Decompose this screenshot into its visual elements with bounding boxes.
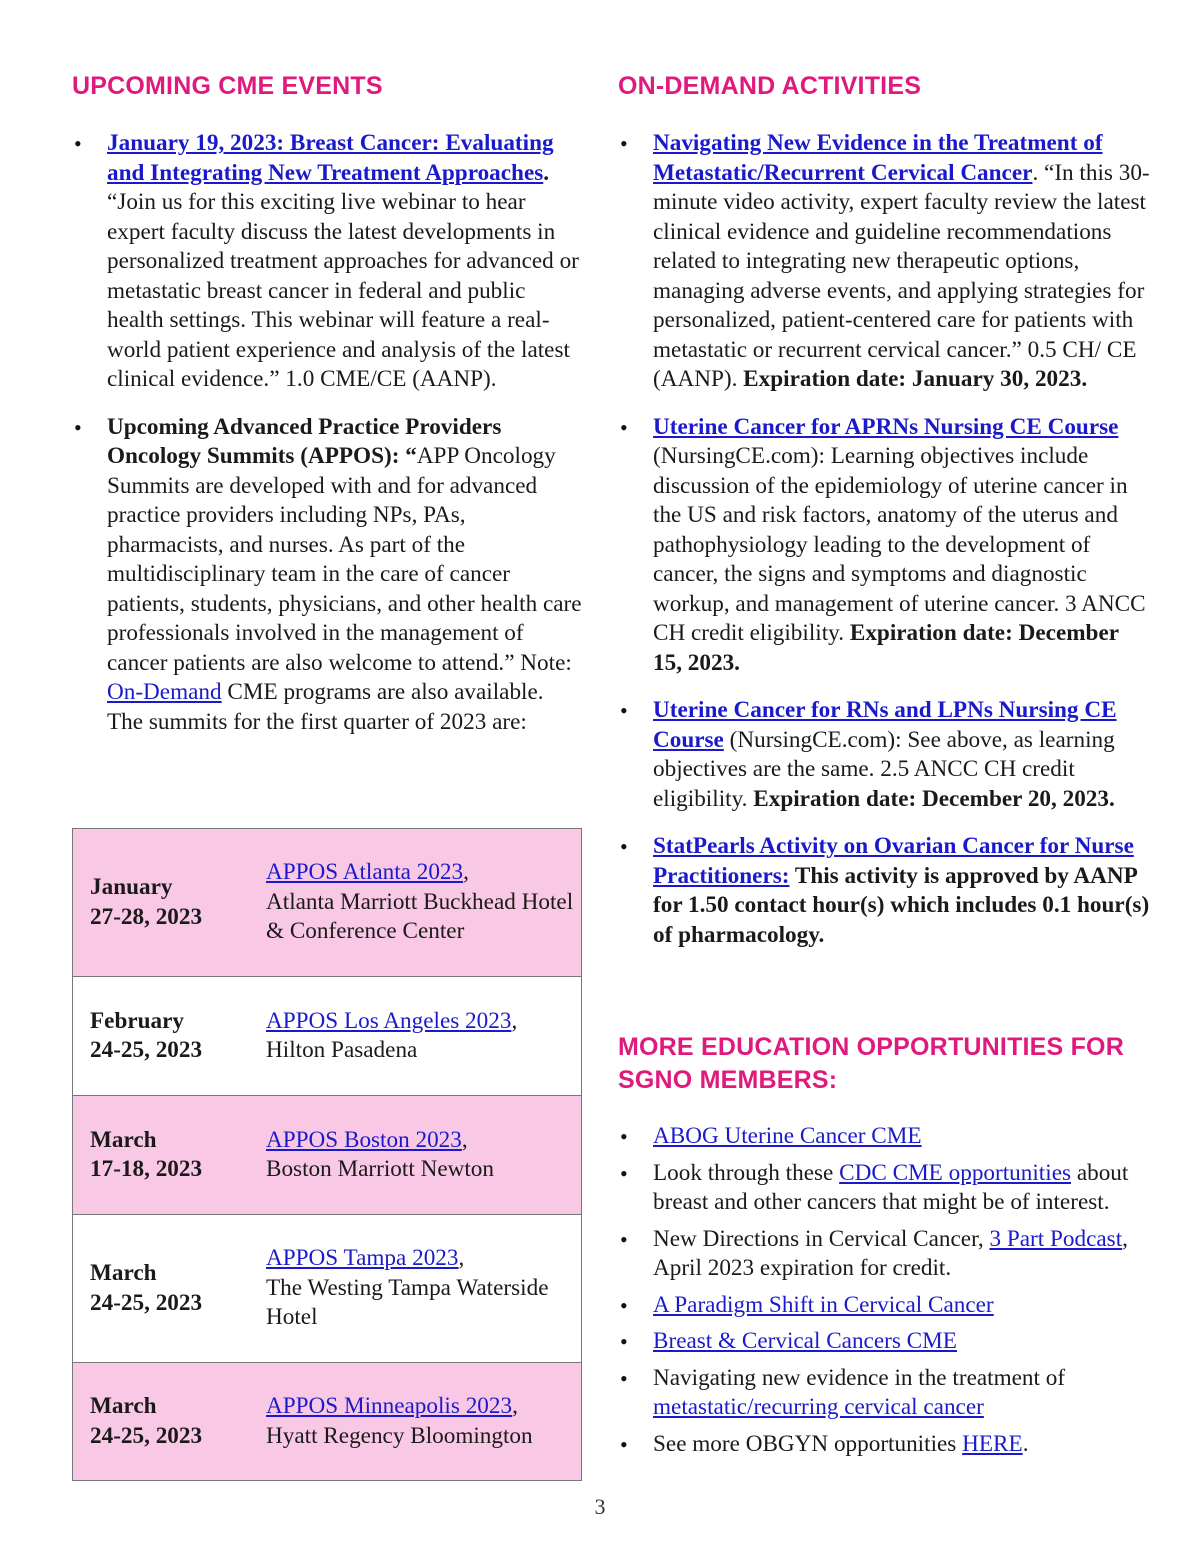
list-item-abog (618, 1122, 1150, 1152)
venue-name: Boston Marriott Newton (266, 1156, 494, 1182)
days: 17-18, 2023 (90, 1156, 203, 1182)
venue-name: Atlanta Marriott Buckhead Hotel & Conference Center (266, 888, 574, 945)
days: 24-25, 2023 (90, 1422, 203, 1449)
text: See more OBGYN opportunities (653, 1430, 963, 1457)
list-item-uterine-rn-lpn (618, 696, 1150, 814)
activity-description: . “In this 30-minute video activity, expert faculty review the latest clinical evidence and guideline recommendations related to integrating new therapeutic options, managing adverse events, and applying strategies for personalized, patient-centered care for patients with metastatic or recurrent cervical cancer.” 0.5 CH/ CE (AANP). (653, 159, 1150, 392)
on-demand-list (618, 129, 1150, 950)
list-item-uterine-aprn (618, 413, 1150, 679)
period: . (543, 159, 550, 186)
more-education-heading: MORE EDUCATION OPPORTUNITIES FOR SGNO MEMBERS: (618, 1033, 1124, 1094)
paradigm-shift-link[interactable]: A Paradigm Shift in Cervical Cancer (653, 1291, 994, 1318)
venue-name: Hyatt Regency Bloomington (266, 1422, 533, 1449)
cdc-cme-link[interactable]: CDC CME opportunities (839, 1159, 1072, 1186)
obgyn-here-link[interactable]: HERE (962, 1430, 1023, 1457)
text: Navigating new evidence in the treatment of (653, 1364, 1066, 1391)
expiration-date: Expiration date: December 20, 2023. (753, 785, 1115, 812)
uterine-aprn-course-link[interactable]: Uterine Cancer for APRNs Nursing CE Course (653, 413, 1119, 440)
table-row (73, 1096, 581, 1215)
appos-minneapolis-link[interactable]: APPOS Minneapolis 2023 (266, 1393, 513, 1419)
breast-cervical-cme-link[interactable]: Breast & Cervical Cancers CME (653, 1328, 957, 1354)
statpearls-ovarian-link[interactable]: StatPearls Activity on Ovarian Cancer for Nurse Practitioners: (653, 833, 1134, 889)
appos-tampa-link[interactable]: APPOS Tampa 2023 (266, 1245, 459, 1272)
days: 27-28, 2023 (90, 903, 203, 930)
appos-title: Upcoming Advanced Practice Providers Oncology Summits (APPOS): “ (107, 413, 502, 469)
venue-cell: APPOS Minneapolis 2023, Hyatt Regency Bloomington (266, 1393, 533, 1449)
list-item-appos-summits (72, 413, 584, 738)
activity-description: (NursingCE.com): Learning objectives include discussion of the epidemiology of uterine cancer in the US and risk factors, anatomy of the uterus and pathophysiology leading to the development of cancer, the signs and symptoms and diagnostic workup, and management of uterine cancer. 3 ANCC CH credit eligibility. (653, 443, 1146, 646)
table-row (73, 977, 581, 1096)
date-cell (73, 1126, 266, 1185)
approval-text: This activity is approved by AANP for 1.50 contact hour(s) which includes 0.1 hour(s) of pharmacology. (653, 862, 1150, 948)
list-item-podcast (618, 1225, 1150, 1284)
list-item-breast-cervical (618, 1327, 1150, 1357)
list-item-navigating (618, 1364, 1150, 1423)
upcoming-cme-heading: UPCOMING CME EVENTS (72, 72, 383, 100)
appos-atlanta-link[interactable]: APPOS Atlanta 2023 (266, 859, 464, 886)
month: March (90, 1393, 157, 1419)
uterine-rn-lpn-course-link[interactable]: Uterine Cancer for RNs and LPNs Nursing CE Course (653, 697, 1117, 753)
expiration-date: Expiration date: January 30, 2023. (743, 366, 1088, 392)
list-item-cdc (618, 1159, 1150, 1218)
table-row (73, 829, 581, 977)
expiration-date: Expiration date: December 15, 2023. (653, 620, 1119, 676)
appos-boston-link[interactable]: APPOS Boston 2023 (266, 1126, 462, 1153)
text: about breast and other cancers that might be of interest. (653, 1159, 1129, 1215)
month: March (90, 1260, 157, 1286)
appos-los-angeles-link[interactable]: APPOS Los Angeles 2023 (266, 1007, 512, 1034)
text: Look through these (653, 1159, 840, 1186)
list-item-cervical-cancer-evidence (618, 129, 1150, 395)
activity-description: (NursingCE.com): See above, as learning objectives are the same. 2.5 ANCC CH credit eligibility. (653, 726, 1115, 812)
days: 24-25, 2023 (90, 1037, 203, 1063)
podcast-link[interactable]: 3 Part Podcast (989, 1225, 1123, 1252)
list-item-obgyn (618, 1430, 1150, 1460)
month: March (90, 1126, 157, 1153)
table-row (73, 1363, 581, 1480)
list-item-breast-cancer-webinar (72, 129, 584, 395)
abog-uterine-cme-link[interactable]: ABOG Uterine Cancer CME (653, 1123, 922, 1149)
date-cell (73, 1259, 266, 1318)
venue-cell: APPOS Los Angeles 2023, Hilton Pasadena (266, 1007, 518, 1063)
venue-cell: APPOS Boston 2023, Boston Marriott Newton (266, 1126, 494, 1182)
days: 24-25, 2023 (90, 1289, 203, 1316)
upcoming-events-list (72, 129, 584, 737)
text: , April 2023 expiration for credit. (653, 1225, 1128, 1281)
on-demand-heading: ON-DEMAND ACTIVITIES (618, 72, 922, 100)
on-demand-link[interactable]: On-Demand (107, 679, 222, 705)
list-item-statpearls-ovarian (618, 832, 1150, 950)
appos-description: APP Oncology Summits are developed with and for advanced practice providers including NPs, PAs, pharmacists, and nurses. As part of the multidisciplinary team in the care of cancer patients, students, physicians, and other health care professionals involved in the management of cancer patients are also welcome to attend.” Note: (107, 443, 582, 676)
text: . (1022, 1430, 1029, 1457)
page-number: 3 (594, 1494, 606, 1519)
date-cell (73, 873, 266, 932)
venue-name: The Westing Tampa Waterside Hotel (266, 1274, 549, 1331)
text: New Directions in Cervical Cancer, (653, 1225, 990, 1252)
table-row (73, 1215, 581, 1363)
cervical-cancer-evidence-link[interactable]: Navigating New Evidence in the Treatment of Metastatic/Recurrent Cervical Cancer (653, 130, 1103, 186)
venue-cell: APPOS Atlanta 2023, Atlanta Marriott Buckhead Hotel & Conference Center (266, 859, 574, 945)
appos-description-cont: CME programs are also available. The summits for the first quarter of 2023 are: (107, 679, 544, 735)
more-education-list (618, 1122, 1150, 1459)
appos-schedule-table (72, 828, 582, 1481)
list-item-paradigm (618, 1291, 1150, 1321)
month: February (90, 1007, 185, 1034)
month: January (90, 874, 173, 900)
webinar-description: “Join us for this exciting live webinar to hear expert faculty discuss the latest developments in personalized treatment approaches for advanced or metastatic breast cancer in federal and public health settings. This webinar will feature a real-world patient experience and analysis of the latest clinical evidence.” 1.0 CME/CE (AANP). (107, 189, 579, 392)
breast-cancer-webinar-link[interactable]: January 19, 2023: Breast Cancer: Evaluating and Integrating New Treatment Approaches (107, 130, 554, 186)
date-cell (73, 1007, 266, 1066)
metastatic-cervical-link[interactable]: metastatic/recurring cervical cancer (653, 1394, 984, 1420)
date-cell (73, 1392, 266, 1451)
venue-name: Hilton Pasadena (266, 1037, 418, 1063)
venue-cell: APPOS Tampa 2023, The Westing Tampa Waterside Hotel (266, 1245, 549, 1331)
